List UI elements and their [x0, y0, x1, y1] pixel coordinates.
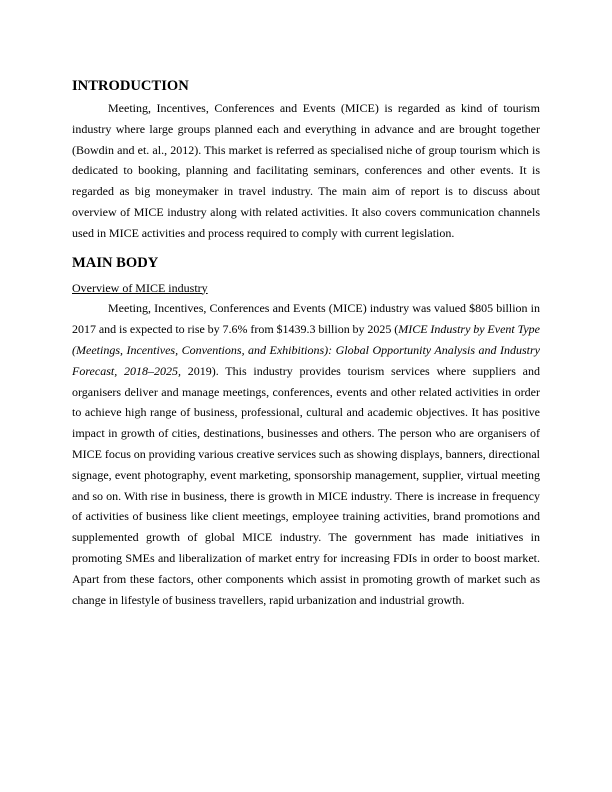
overview-paragraph: [72, 298, 540, 610]
overview-text-part1: Meeting, Incentives, Conferences and Events (MICE) industry was valued $805 billion in 2017 and is expected to rise by 7.6% from $1439.3 billion by 2025 (: [72, 301, 540, 337]
citation-title: MICE Industry by Event Type (Meetings, Incentives, Conventions, and Exhibitions): Global Opportunity Analysis and Industry Forecast, 2018–2025,: [72, 322, 541, 378]
document-page: [72, 77, 540, 610]
overview-subheading: Overview of MICE industry: [72, 280, 208, 295]
introduction-heading: INTRODUCTION: [72, 78, 189, 94]
overview-text-part2: 2019). This industry provides tourism services where suppliers and organisers deliver and manage meetings, conferences, events and other related activities in order to achieve high range of business, professional, cultural and academic objectives. It has positive impact in growth of cities, destinations, businesses and others. The person who are organisers of MICE focus on providing various creative services such as showing displays, banners, directional signage, event photography, event marketing, sponsorship management, supplier, virtual meeting and so on. With rise in business, there is growth in MICE industry. There is increase in frequency of activities of business like client meetings, employee training activities, brand promotions and supplemented growth of global MICE industry. The government has made initiatives in promoting SMEs and liberalization of market entry for increasing FDIs in order to boost market. Apart from these factors, other components which assist in promoting growth of market such as change in lifestyle of business travellers, rapid urbanization and industrial growth.: [72, 363, 540, 607]
introduction-paragraph: Meeting, Incentives, Conferences and Events (MICE) is regarded as kind of tourism industry where large groups planned each and everything in advance and are brought together (Bowdin and et. al., 2012). This market is referred as specialised niche of group tourism which is dedicated to booking, planning and facilitating seminars, conferences and other events. It is regarded as big moneymaker in travel industry. The main aim of report is to discuss about overview of MICE industry along with related activities. It also covers communication channels used in MICE activities and process required to comply with current legislation.: [72, 101, 540, 240]
main-body-heading: MAIN BODY: [72, 254, 159, 271]
